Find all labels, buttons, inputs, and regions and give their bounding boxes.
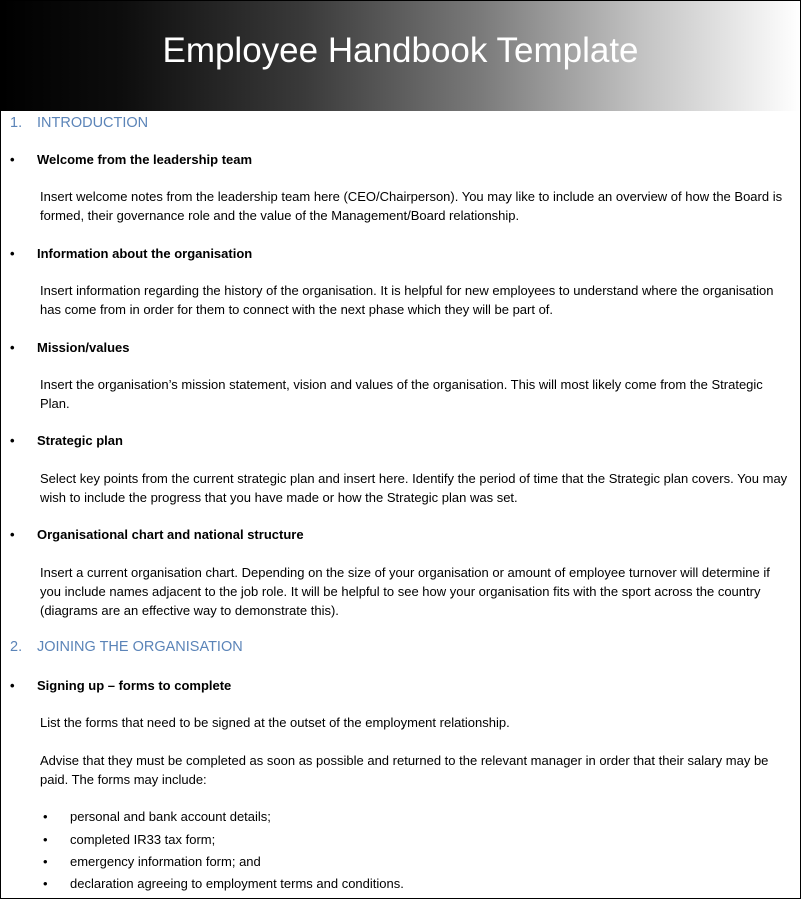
bullet: •	[10, 152, 15, 167]
title-banner	[1, 1, 800, 111]
list-item-text: personal and bank account details;	[70, 809, 271, 824]
section-heading-introduction	[10, 115, 148, 131]
bullet: •	[10, 433, 15, 448]
list-item	[43, 876, 404, 891]
list-item	[43, 832, 215, 847]
list-item	[43, 809, 271, 824]
list-item-text: completed IR33 tax form;	[70, 832, 216, 847]
paragraph-mission: Insert the organisation’s mission statement, vision and values of the organisation. This will most likely come from the Strategic Plan.	[40, 377, 763, 411]
paragraph-welcome: Insert welcome notes from the leadership team here (CEO/Chairperson). You may like to include an overview of how the Board is formed, their governance role and the value of the Management/Board relationship.	[40, 189, 783, 223]
bullet: •	[10, 527, 15, 542]
list-item-text: emergency information form; and	[70, 854, 261, 869]
bullet: •	[43, 832, 48, 847]
paragraph-organisation-info: Insert information regarding the history of the organisation. It is helpful for new employees to understand where the organisation has come from in order for them to connect with the next phase which they will be part of.	[40, 283, 774, 317]
item-heading-welcome	[10, 152, 252, 167]
paragraph-forms-advice: Advise that they must be completed as soon as possible and returned to the relevant manager in order that their salary may be paid. The forms may include:	[40, 753, 769, 787]
paragraph-forms-list-intro: List the forms that need to be signed at the outset of the employment relationship.	[40, 715, 510, 730]
paragraph-org-chart: Insert a current organisation chart. Depending on the size of your organisation or amount of employee turnover will determine if you include names adjacent to the job role. It will be helpful to see how your organisation fits with the sport across the country (diagrams are an effective way to demonstrate this).	[40, 565, 770, 618]
bullet: •	[43, 854, 48, 869]
item-heading-text: Signing up – forms to complete	[37, 678, 232, 693]
item-heading-signing-up	[10, 678, 231, 693]
item-heading-org-chart	[10, 527, 304, 542]
document-title: Employee Handbook Template	[162, 31, 639, 70]
bullet: •	[10, 340, 15, 355]
list-item	[43, 854, 261, 869]
item-heading-text: Mission/values	[37, 340, 130, 355]
item-heading-text: Welcome from the leadership team	[37, 152, 253, 167]
bullet: •	[10, 246, 15, 261]
item-heading-organisation-info	[10, 246, 252, 261]
item-heading-text: Information about the organisation	[37, 246, 253, 261]
item-heading-text: Strategic plan	[37, 433, 123, 448]
section-number: 1.	[10, 115, 23, 131]
item-heading-strategic-plan	[10, 433, 123, 448]
bullet: •	[43, 809, 48, 824]
bullet: •	[43, 876, 48, 891]
bullet: •	[10, 678, 15, 693]
section-number: 2.	[10, 639, 23, 655]
paragraph-strategic-plan: Select key points from the current strategic plan and insert here. Identify the period of time that the Strategic plan covers. You may wish to include the progress that you have made or how the Strategic plan was set.	[40, 471, 788, 505]
section-title: INTRODUCTION	[37, 115, 149, 131]
item-heading-text: Organisational chart and national structure	[37, 527, 304, 542]
section-heading-joining	[10, 639, 243, 655]
list-item-text: declaration agreeing to employment terms and conditions.	[70, 876, 404, 891]
item-heading-mission	[10, 340, 129, 355]
section-title: JOINING THE ORGANISATION	[37, 639, 243, 655]
